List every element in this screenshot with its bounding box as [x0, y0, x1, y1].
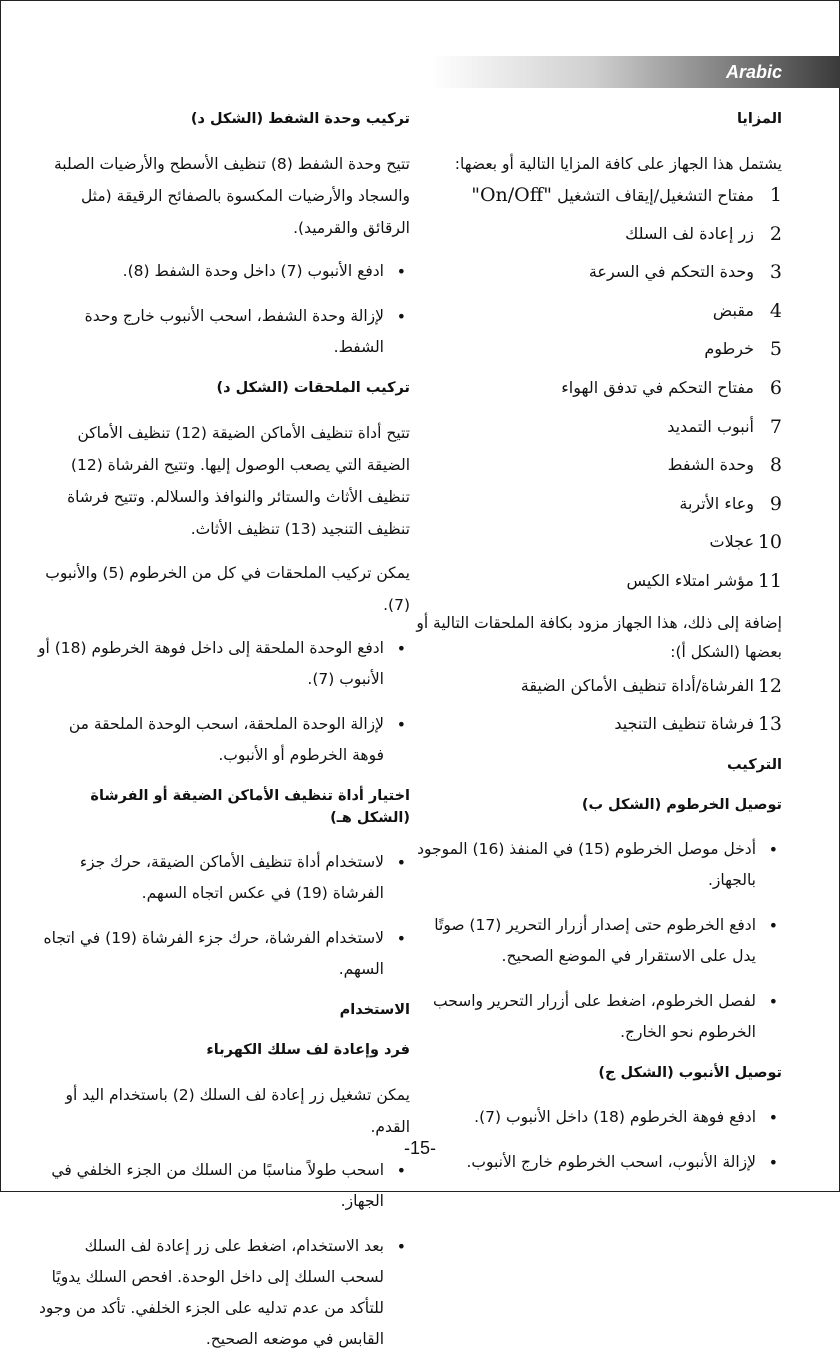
bullet-item: • لإزالة الوحدة الملحقة، اسحب الوحدة الملحقة من فوهة الخرطوم أو الأنبوب.	[38, 709, 410, 771]
item-label: وحدة التحكم في السرعة	[588, 262, 754, 282]
list-item	[412, 377, 782, 416]
page-number: -15-	[403, 1138, 436, 1158]
item-number: 3	[769, 261, 782, 284]
item-extra-label: "On/Off"	[471, 184, 553, 206]
item-label: زر إعادة لف السلك	[625, 223, 754, 243]
bullet-item: • لإزالة وحدة الشفط، اسحب الأنبوب خارج وحدة الشفط.	[38, 301, 410, 363]
item-number: 11	[757, 569, 782, 592]
list-item	[412, 531, 782, 570]
list-item	[412, 493, 782, 532]
choose-tool-bullets	[38, 847, 410, 985]
bullet-item: • اسحب طولاً مناسبًا من السلك من الجزء الخلفي في الجهاز.	[38, 1155, 410, 1217]
item-number: 4	[769, 299, 782, 322]
accessories-paragraph-2: يمكن تركيب الملحقات في كل من الخرطوم (5) والأنبوب (7).	[45, 564, 410, 614]
accessories-list	[412, 675, 782, 752]
item-label-text: مفتاح التشغيل/إيقاف التشغيل	[557, 186, 754, 205]
cord-paragraph: يمكن تشغيل زر إعادة لف السلك (2) باستخدام اليد أو القدم.	[65, 1086, 410, 1136]
item-number: 13	[757, 713, 782, 736]
usage-title: الاستخدام	[339, 1002, 410, 1018]
bullet-item: • ادفع فوهة الخرطوم (18) داخل الأنبوب (7).	[412, 1102, 782, 1133]
item-label: مقبض	[712, 300, 754, 320]
parts-list	[412, 184, 782, 609]
item-label: أنبوب التمديد	[667, 416, 754, 436]
list-item	[412, 338, 782, 377]
bullet-item: • لاستخدام أداة تنظيف الأماكن الضيقة، حرك جزء الفرشاة (19) في عكس اتجاه السهم.	[38, 847, 410, 909]
list-item	[412, 300, 782, 339]
features-intro: يشتمل هذا الجهاز على كافة المزايا التالية أو بعضها:	[454, 155, 782, 173]
list-item	[412, 261, 782, 300]
item-label: مفتاح التحكم في تدفق الهواء	[561, 377, 754, 397]
left-column	[38, 108, 410, 1369]
suction-unit-paragraph: تتيح وحدة الشفط (8) تنظيف الأسطح والأرضيات الصلبة والسجاد والأرضيات المكسوة بالصفائح الرقيقة (مثل الرقائق والقرميد).	[53, 155, 410, 237]
bullet-item: • لاستخدام الفرشاة، حرك جزء الفرشاة (19) في اتجاه السهم.	[38, 923, 410, 985]
accessories-intro: إضافة إلى ذلك، هذا الجهاز مزود بكافة الملحقات التالية أو بعضها (الشكل أ):	[416, 613, 782, 661]
hose-bullets	[412, 834, 782, 1048]
right-column	[412, 108, 782, 1192]
suction-unit-title: تركيب وحدة الشفط (الشكل د)	[190, 111, 410, 127]
item-label: مؤشر امتلاء الكيس	[626, 570, 754, 590]
list-item	[412, 454, 782, 493]
list-item	[412, 184, 782, 223]
bullet-item: • ادفع الأنبوب (7) داخل وحدة الشفط (8).	[38, 256, 410, 287]
hose-connection-title: توصيل الخرطوم (الشكل ب)	[581, 796, 782, 813]
features-title: المزايا	[736, 111, 782, 127]
accessories-paragraph-1: تتيح أداة تنظيف الأماكن الضيقة (12) تنظيف الأماكن الضيقة التي يصعب الوصول إليها. وتتيح الفرشاة (12) تنظيف الأثاث والستائر والنوافذ والسلالم. وتتيح فرشاة تنظيف التنجيد (13) تنظيف الأثاث.	[67, 424, 410, 538]
list-item	[412, 223, 782, 262]
list-item	[412, 675, 782, 714]
item-number: 7	[769, 415, 782, 438]
item-label: فرشاة تنظيف التنجيد	[614, 714, 754, 734]
accessories-bullets	[38, 633, 410, 771]
item-number: 5	[769, 338, 782, 361]
item-number: 2	[769, 222, 782, 245]
accessories-title: تركيب الملحقات (الشكل د)	[216, 380, 410, 396]
item-label	[412, 184, 754, 207]
language-label: Arabic	[725, 62, 782, 82]
bullet-item: • ادفع الخرطوم حتى إصدار أزرار التحرير (17) صوتًا يدل على الاستقرار في الموضع الصحيح.	[412, 910, 782, 972]
assembly-title: التركيب	[726, 756, 782, 773]
bullet-item: • لإزالة الأنبوب، اسحب الخرطوم خارج الأنبوب.	[412, 1147, 782, 1178]
list-item	[412, 416, 782, 455]
choose-tool-title: اختيار أداة تنظيف الأماكن الضيقة أو الفرشاة (الشكل هـ)	[90, 788, 410, 826]
item-label: وعاء الأتربة	[679, 493, 754, 513]
bullet-item: • لفصل الخرطوم، اضغط على أزرار التحرير واسحب الخرطوم نحو الخارج.	[412, 986, 782, 1048]
cord-title: فرد وإعادة لف سلك الكهرباء	[206, 1042, 410, 1058]
item-number: 12	[757, 674, 782, 697]
suction-bullets	[38, 256, 410, 363]
language-header-bar	[430, 56, 840, 88]
item-number: 6	[769, 376, 782, 399]
bullet-item: • أدخل موصل الخرطوم (15) في المنفذ (16) الموجود بالجهاز.	[412, 834, 782, 896]
item-label: عجلات	[709, 532, 754, 552]
item-number: 9	[769, 492, 782, 515]
cord-bullets	[38, 1155, 410, 1355]
item-number: 1	[769, 184, 782, 206]
item-number: 10	[757, 531, 782, 554]
item-label: خرطوم	[704, 339, 754, 359]
item-label: الفرشاة/أداة تنظيف الأماكن الضيقة	[520, 675, 754, 695]
item-number: 8	[769, 454, 782, 477]
tube-connection-title: توصيل الأنبوب (الشكل ج)	[598, 1064, 782, 1081]
list-item	[412, 713, 782, 752]
list-item	[412, 570, 782, 609]
bullet-item: • بعد الاستخدام، اضغط على زر إعادة لف السلك لسحب السلك إلى داخل الوحدة. افحص السلك يدويًا للتأكد من عدم تدليه على الجزء الخلفي. تأكد من وجود القابس في موضعه الصحيح.	[38, 1231, 410, 1355]
item-label: وحدة الشفط	[667, 455, 754, 475]
bullet-item: • ادفع الوحدة الملحقة إلى داخل فوهة الخرطوم (18) أو الأنبوب (7).	[38, 633, 410, 695]
